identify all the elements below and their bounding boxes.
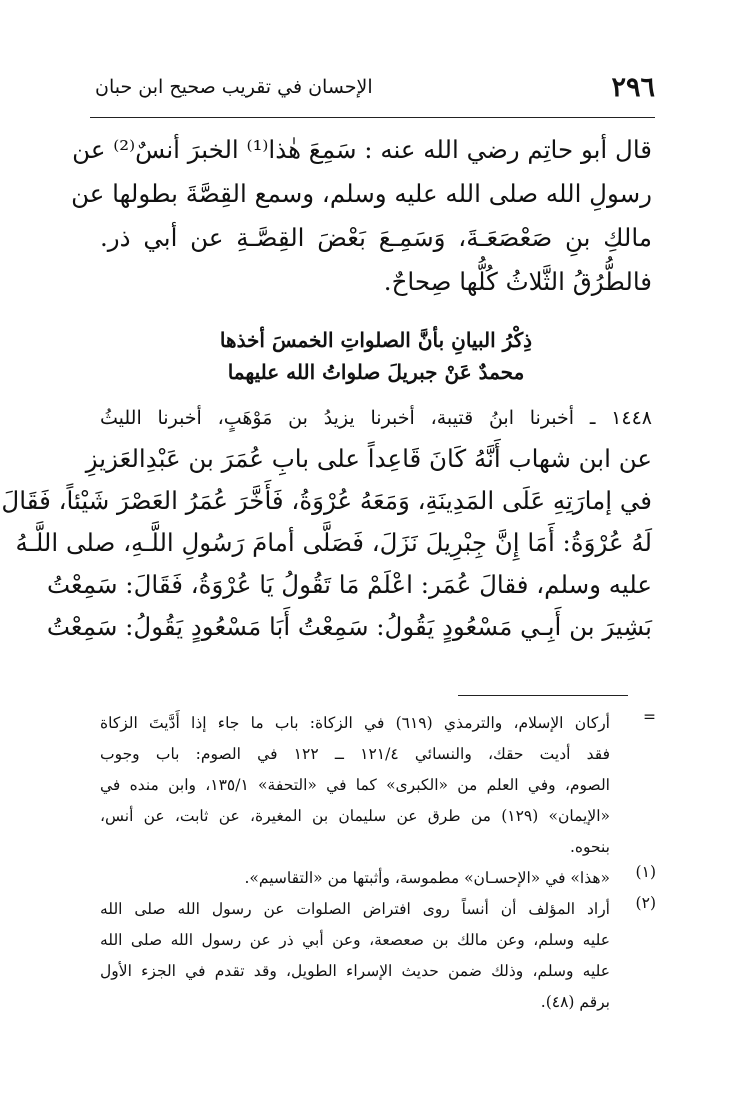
footnote-1 (100, 863, 656, 894)
footnote-line: عليه وسلم، وذلك ضمن حديث الإسراء الطويل، وقد تقدم في الجزء الأول (100, 962, 610, 980)
chapter-heading-line: محمدٌ عَنْ جبريلَ صلواتُ الله عليهما (227, 360, 525, 384)
hadith-line: في إمارَتِهِ عَلَى المَدِينَةِ، وَمَعَهُ عُرْوَةُ، فَأَخَّرَ عُمَرُ العَصْرَ شَيْئاً، فَقَالَ (1, 486, 652, 515)
page-header (95, 70, 655, 110)
hadith-line: لَهُ عُرْوَةُ: أَمَا إِنَّ جِبْرِيلَ نَزَلَ، فَصَلَّى أمامَ رَسُولِ اللَّـهِ، صلى اللَّـهُ (15, 528, 652, 557)
footnote-line: «هذا» في «الإحسـان» مطموسة، وأثبتها من «التقاسيم». (244, 869, 610, 887)
paragraph-line: رسولِ الله صلى الله عليه وسلم، وسمع القِصَّةَ بطولها عن (71, 179, 652, 208)
paragraph-line: قال أبو حاتِم رضي الله عنه : سَمِعَ هٰذا⁽¹⁾ الخبرَ أنسٌ⁽²⁾ عن (72, 135, 652, 164)
hadith-isnad-line: ١٤٤٨ ـ أخبرنا ابنُ قتيبة، أخبرنا يزيدُ بن مَوْهَبٍ، أخبرنا الليثُ (100, 407, 652, 429)
footnote-2 (100, 894, 656, 1018)
footnote-line: برقم (٤٨). (540, 993, 610, 1011)
footnote-line: «الإيمان» (١٢٩) من طرق عن سليمان بن المغيرة، عن ثابت، عن أنس، (100, 807, 611, 825)
paragraph-line: فالطُّرُقُ الثَّلاثُ كُلُّها صِحاحٌ. (383, 267, 652, 296)
footnote-line: أراد المؤلف أن أنساً روى افتراض الصلوات عن رسول الله صلى الله (100, 900, 610, 918)
hadith-line: بَشِيرَ بن أَبِـي مَسْعُودٍ يَقُولُ: سَمِعْتُ أَبَا مَسْعُودٍ يَقُولُ: سَمِعْتُ (46, 612, 652, 641)
footnote-line: فقد أديت حقك، والنسائي ١٢١/٤ ــ ١٢٢ في الصوم: باب وجوب (100, 745, 610, 763)
footnote-separator (458, 695, 628, 696)
footnote-line: أركان الإسلام، والترمذي (٦١٩) في الزكاة: باب ما جاء إذا أَدَّيتَ الزكاة (100, 714, 610, 732)
paragraph-line: مالكِ بنِ صَعْصَعَـةَ، وَسَمِـعَ بَعْضَ القِصَّـةِ عن أبي ذر. (100, 223, 652, 252)
footnotes (100, 708, 656, 1018)
hadith-line: عليه وسلم، فقالَ عُمَر: اعْلَمْ مَا تَقُولُ يَا عُرْوَةُ، فَقَالَ: سَمِعْتُ (46, 570, 652, 599)
footnote-mark: = (643, 708, 656, 726)
header-rule (90, 117, 655, 118)
footnote-line: عليه وسلم، وعن مالك بن صعصعة، وعن أبي ذر عن رسول الله صلى الله (100, 931, 610, 949)
running-title: الإحسان في تقريب صحيح ابن حبان (95, 76, 373, 98)
footnote-line: بنحوه. (569, 838, 610, 856)
footnote-mark: (٢) (635, 894, 656, 912)
chapter-heading (100, 324, 652, 388)
chapter-heading-line: ذِكْرُ البيانِ بأنَّ الصلواتِ الخمسَ أخذها (219, 328, 533, 352)
page-number: ٢٩٦ (611, 72, 655, 103)
author-comment-paragraph (71, 128, 652, 304)
footnote-continued (100, 708, 656, 863)
hadith-text (1, 398, 652, 648)
footnote-line: الصوم، وفي العلم من «الكبرى» كما في «التحفة» ١٣٥/١، وابن منده في (100, 776, 610, 794)
hadith-line: عن ابن شهاب أَنَّهُ كَانَ قَاعِداً على بابِ عُمَرَ بن عَبْدِالعَزيزِ (85, 444, 652, 473)
footnote-mark: (١) (635, 863, 656, 881)
